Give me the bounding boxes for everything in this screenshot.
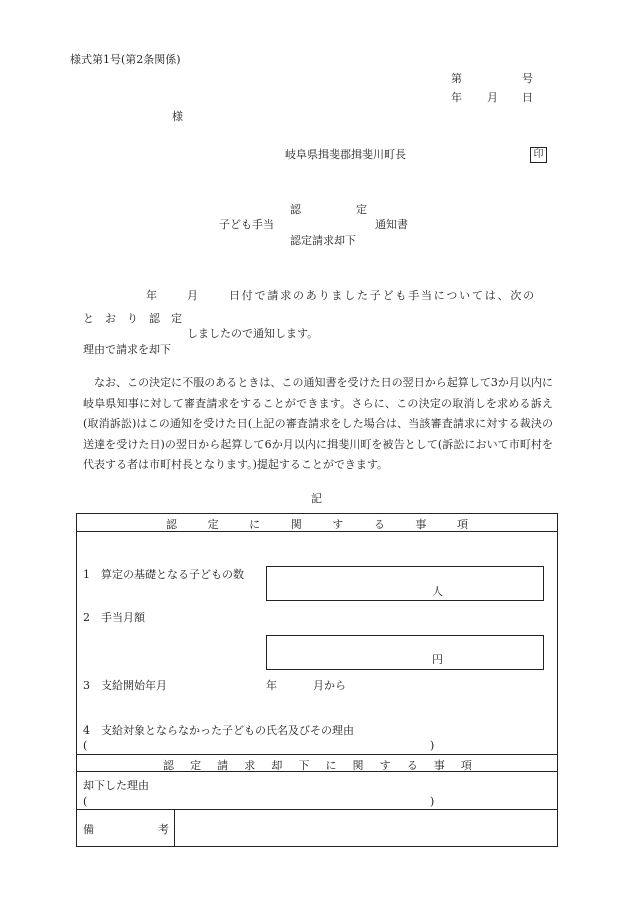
sender-name: 岐阜県揖斐郡揖斐川町長 [285,148,406,161]
ki-heading: 記 [311,492,322,505]
children-count-field [266,566,544,601]
section-approve-title: 認 定 に 関 す る 事 項 [166,518,468,531]
monthly-amount-unit: 円 [432,653,443,666]
addressee-suffix: 様 [172,110,183,123]
body-year: 年 [146,289,157,302]
title-left: 子ども手当 [219,218,274,231]
reason-open-paren: ( [83,795,88,808]
title-option-reject: 認定請求却下 [290,234,356,247]
reason-close-paren: ) [430,795,435,808]
table-divider [76,754,558,755]
body-line2: しましたので通知します。 [187,327,319,340]
seal-mark: 印 [530,147,547,163]
children-count-unit: 人 [432,585,443,598]
section-reject-title: 認 定 請 求 却 下 に 関 す る 事 項 [163,759,472,772]
title-option-approve: 認 定 [290,203,367,216]
table-divider [174,809,175,847]
body-option-reject: 理由で請求を却下 [83,343,171,356]
item-children-count-label: 1 算定の基礎となる子どもの数 [83,568,244,581]
remarks-label: 備 考 [83,823,169,836]
item-monthly-amount-label: 2 手当月額 [83,611,145,624]
monthly-amount-field [266,635,544,670]
rejection-reason-label: 却下した理由 [83,779,149,792]
item-ineligible-label: 4 支給対象とならなかった子どもの氏名及びその理由 [83,724,354,737]
date-day: 日 [522,91,533,104]
body-option-approve: と お り 認 定 [83,312,182,325]
appeal-notice: なお、この決定に不服のあるときは、この通知書を受けた日の翌日から起算して3か月以内に岐阜県知事に対して審査請求をすることができます。さらに、この決定の取消しを求める訴え(取消訴訟)はこの通知を受けた日(上記の審査請求をした場合は、当該審査請求に対する裁決の送達を受けた日)の翌日から起算して6か月以内に揖斐川町を被告として(訴訟において市町村を代表する者は市町村長となります。)提起することができます。 [83,376,553,471]
title-right: 通知書 [375,218,408,231]
date-year: 年 [451,91,462,104]
ineligible-open-paren: ( [83,739,88,752]
table-divider [76,809,558,810]
doc-no-prefix: 第 [451,72,462,85]
body-line1: 日付で請求のありました子ども手当については、次の [229,289,536,302]
ineligible-close-paren: ) [430,739,435,752]
date-month: 月 [487,91,498,104]
start-year-unit: 年 [266,679,277,692]
start-month-unit: 月から [313,679,346,692]
body-month: 月 [187,289,198,302]
item-start-month-label: 3 支給開始年月 [83,679,167,692]
form-number: 様式第1号(第2条関係) [70,53,181,66]
doc-no-suffix: 号 [522,72,533,85]
